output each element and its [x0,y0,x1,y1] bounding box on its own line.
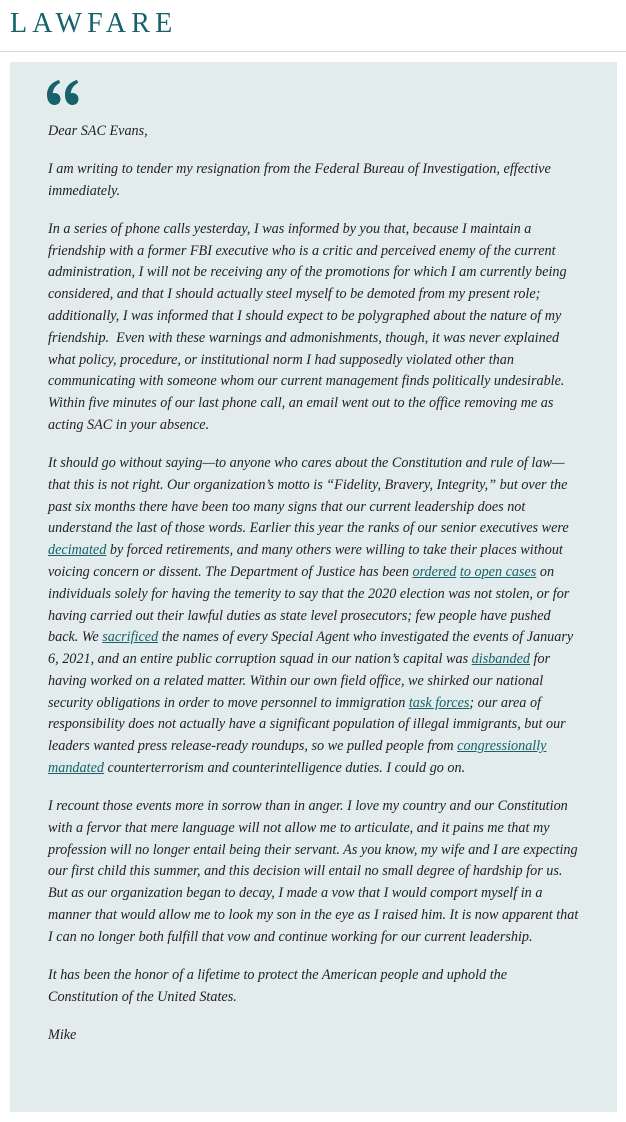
paragraph-3-text: It should go without saying—to anyone who cares about the Constitution and rule of law—that this is not right. Our organization’s motto is “Fidelity, Bravery, Integrity,” but over the past six months there have been too many signs that our current leadership does not understand the last of those words. Earlier this year the ranks of our senior executives were [48,454,569,537]
link-ordered[interactable]: ordered [412,563,457,580]
letter-paragraph-4: I recount those events more in sorrow than in anger. I love my country and our Constitution with a fervor that mere language will not allow me to articulate, and it pains me that my profession will no longer entail being their servant. As you know, my wife and I are expecting our first child this summer, and this decision will entail no small degree of hardship for us. But as our organization began to decay, I made a vow that I would comport myself in a manner that would allow me to look my son in the eye as I raised him. It is now apparent that I can no longer both fulfill that vow and continue working for our current leadership. [48,798,579,945]
paragraph-3-text: the names of every Special Agent who investigated the events of January 6, 2021, and an entire public corruption squad in our nation’s capital was [48,629,574,668]
quote-card [10,62,617,1112]
link-sacrificed[interactable]: sacrificed [102,629,159,646]
letter-paragraph-3 [48,453,580,780]
paragraph-3-text: by forced retirements, and many others were willing to take their places without voicing concern or dissent. The Department of Justice has been [48,542,563,580]
letter-salutation: Dear SAC Evans, [48,123,148,139]
link-task-forces[interactable]: task forces [408,694,470,711]
letter-paragraph-2: In a series of phone calls yesterday, I was informed by you that, because I maintain a friendship with a former FBI executive who is a critic and perceived enemy of the current administration, I will not be receiving any of the promotions for which I am currently being considered, and that I should actually steel myself to be demoted from my present role; additionally, I was informed that I should expect to be polygraphed about the nature of my friendship. Even with these warnings and admonishments, though, it was never explained what policy, procedure, or institutional norm I had supposedly violated other than communicating with someone whom our current management finds politically undesirable. Within five minutes of our last phone call, an email went out to the office removing me as acting SAC in your absence. [48,220,569,433]
link-to-open-cases[interactable]: to open cases [459,563,537,580]
letter-signature: Mike [48,1026,77,1043]
paragraph-3-text: on individuals solely for having the temerity to say that the 2020 election was not stolen, or for having carried out their lawful duties as state level prosecutors; few people have pushed back. We [48,563,570,646]
lawfare-logo[interactable]: LAWFARE [10,8,178,39]
paragraph-3-text: ; our area of responsibility does not actually have a significant population of illegal immigrants, but our leaders wanted press release-ready roundups, so we pulled people from [48,694,566,755]
resignation-letter [48,121,580,1046]
double-quote-icon [45,74,81,110]
site-header [0,0,626,52]
letter-paragraph-5: It has been the honor of a lifetime to protect the American people and uphold the Constitution of the United States. [48,966,508,1005]
link-decimated[interactable]: decimated [48,542,107,559]
link-disbanded[interactable]: disbanded [471,651,530,668]
letter-paragraph-1: I am writing to tender my resignation from the Federal Bureau of Investigation, effective immediately. [48,160,551,199]
link-congressionally-mandated[interactable]: congressionally mandated [48,738,547,777]
paragraph-3-text: for having worked on a related matter. Within our own field office, we shirked our national security obligations in order to move personnel to immigration [48,651,551,711]
paragraph-3-text: counterterrorism and counterintelligence duties. I could go on. [103,760,466,777]
